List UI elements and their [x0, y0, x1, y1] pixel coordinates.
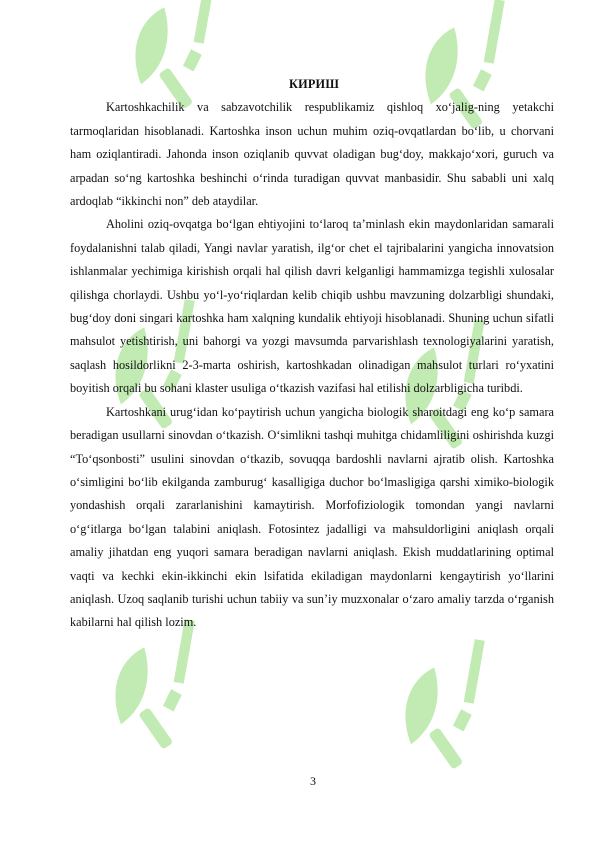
- watermark-logo-5: [92, 614, 245, 761]
- paragraph-1: Kartoshkachilik va sabzavotchilik respublikamiz qishloq xo‘jalig-ning yetakchi tarmoqlaridan hisoblanadi. Kartoshka inson uchun muhim oziq-ovqatlardan bo‘lib, u chorvani ham oziqlantiradi. Jahonda inson oziqlanib quvvat oladigan bug‘doy, makkajo‘xori, guruch va arpadan so‘ng kartoshka beshinchi o‘rinda turadigan quvvat manbasidir. Shu sababli uni xalq ardoqlab “ikkinchi non” deb ataydilar.: [70, 100, 554, 209]
- page-number: 3: [310, 774, 316, 788]
- paragraph-3: Kartoshkani urug‘idan ko‘paytirish uchun yangicha biologik sharoitdagi eng ko‘p samara beradigan usullarni sinovdan o‘tkazish. O‘simlikni tashqi muhitga chidamliligini oshirishda kuzgi “To‘qsonbosti” usulini sinovdan o‘tkazib, sovuqqa bardoshli navlarni ajratib olish. Kartoshka o‘simligini bo‘lib ekilganda zamburug‘ kasalligiga duchor bo‘lmasligiga qarshi ximiko-biologik yondashish orqali zararlanishini kamaytirish. Morfofiziologik tomondan yangi navlarni o‘g‘itlarga bo‘lgan talabini aniqlash. Fotosintez jadalligi va mahsuldorligini aniqlash orqali amaliy jihatdan eng yuqori samara beradigan navlarni aniqlash. Ekish muddatlarining optimal vaqti va kechki ekin-ikkinchi ekin lsifatida ekiladigan maydonlarni kengaytirish yo‘llarini aniqlash. Uzoq saqlanib turishi uchun tabiiy va sun’iy muzxonalar o‘zaro amaliy tarzda o‘rganish kabilarni hal qilish lozim.: [70, 404, 554, 630]
- watermark-logo-6: [382, 634, 535, 781]
- document-body: [70, 73, 554, 635]
- document-title: КИРИШ: [288, 77, 340, 91]
- paragraph-2: Aholini oziq-ovqatga bo‘lgan ehtiyojini to‘laroq ta’minlash ekin maydonlaridan samarali foydalanishni talab qiladi, Yangi navlar yaratish, ilg‘or chet el tajribalarini yangicha innovatsion ishlanmalar yechimiga kirishish orqali hal qilish davri kelganligi hammamizga tegishli xulosalar qilishga chorlaydi. Ushbu yo‘l-yo‘riqlardan kelib chiqib ushbu mavzuning dolzarbligi shundaki, bug‘doy doni singari kartoshka ham xalqning kundalik ehtiyoji hisoblanadi. Shuning uchun sifatli mahsulot yetishtirish, uni bahorgi va yozgi mavsumda parvarishlash texnologiyalarini yaratish, saqlash hosildorlikni 2-3-marta oshirish, kartoshkadan olinadigan mahsulot turlari ro‘yxatini boyitish orqali bu sohani klaster usuliga o‘tkazish vazifasi hal etilishi dolzarbligicha turibdi.: [70, 217, 554, 396]
